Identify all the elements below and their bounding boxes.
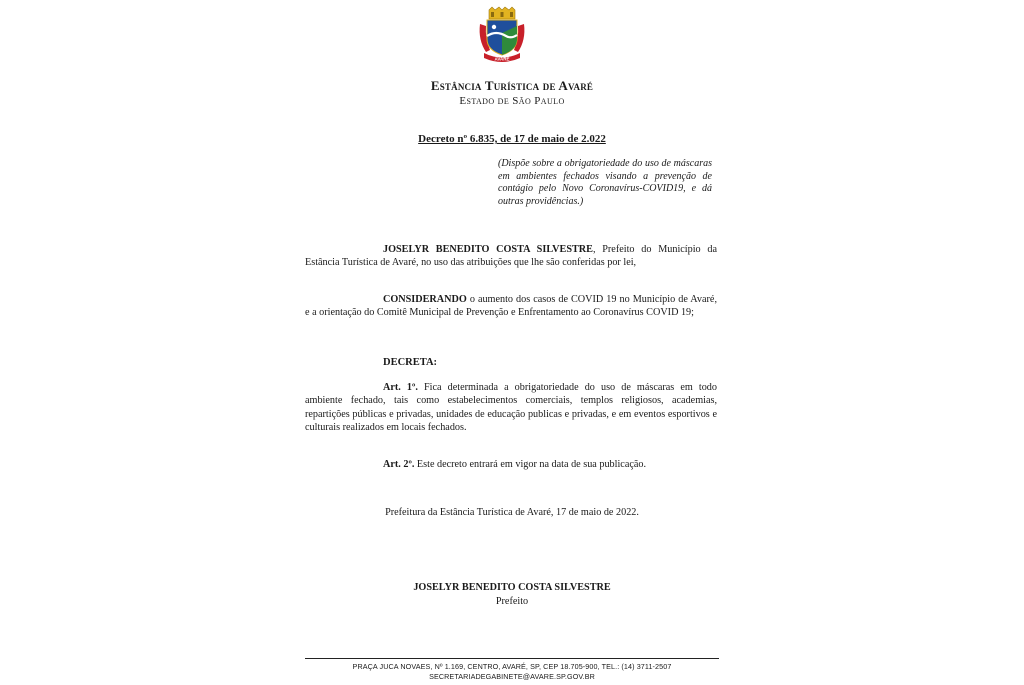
article-1-text: Fica determinada a obrigatoriedade do uso de máscaras em todo ambiente fechado, tais como estabelecimentos comerciais, templos religiosos, academias, repartições públicas e privadas, unidades de educação publicas e privadas, e em eventos esportivos e culturais realizados em locais fechados. — [305, 382, 717, 433]
article-1-label: Art. 1º. — [383, 382, 418, 393]
decree-ementa: (Dispõe sobre a obrigatoriedade do uso de máscaras em ambientes fechados visando a prevenção de contágio pelo Novo Coronavírus-COVID19, e dá outras providências.) — [498, 158, 712, 207]
article-2-label: Art. 2º. — [383, 459, 415, 470]
footer-address: PRAÇA JUCA NOVAES, Nº 1.169, CENTRO, AVARÉ, SP, CEP 18.705-900, TEL.: (14) 3711-2507 — [352, 662, 672, 671]
signer-role: Prefeito — [495, 596, 529, 607]
footer-divider — [305, 658, 719, 659]
crest-ribbon-label: AVARÉ — [494, 56, 510, 62]
municipal-crest-icon — [476, 6, 528, 64]
article-2-text: Este decreto entrará em vigor na data de sua publicação. — [414, 459, 647, 470]
signer-name: JOSELYR BENEDITO COSTA SILVESTRE — [413, 582, 611, 593]
preamble-text: , Prefeito do Município da Estância Turística de Avaré, no uso das atribuições que lhe são conferidas por lei, — [305, 244, 718, 269]
footer-email: SECRETARIADEGABINETE@AVARE.SP.GOV.BR — [429, 672, 595, 681]
decree-title: Decreto nº 6.835, de 17 de maio de 2.022 — [418, 133, 606, 145]
article-2 — [305, 458, 717, 471]
considerando-label: CONSIDERANDO — [383, 294, 467, 305]
article-1 — [305, 381, 717, 434]
preamble-paragraph — [305, 243, 717, 270]
place-and-date: Prefeitura da Estância Turística de Avaré, 17 de maio de 2022. — [385, 507, 639, 518]
mayor-name: JOSELYR BENEDITO COSTA SILVESTRE — [383, 244, 593, 255]
decreta-heading: DECRETA: — [383, 357, 438, 368]
considerando-paragraph — [305, 293, 717, 320]
municipality-title: Estância Turística de Avaré — [430, 78, 594, 93]
state-subtitle: Estado de São Paulo — [459, 95, 565, 107]
considerando-text: o aumento dos casos de COVID 19 no Município de Avaré, e a orientação do Comitê Municipal de Prevenção e Enfrentamento ao Coronavírus COVID 19; — [305, 294, 717, 319]
